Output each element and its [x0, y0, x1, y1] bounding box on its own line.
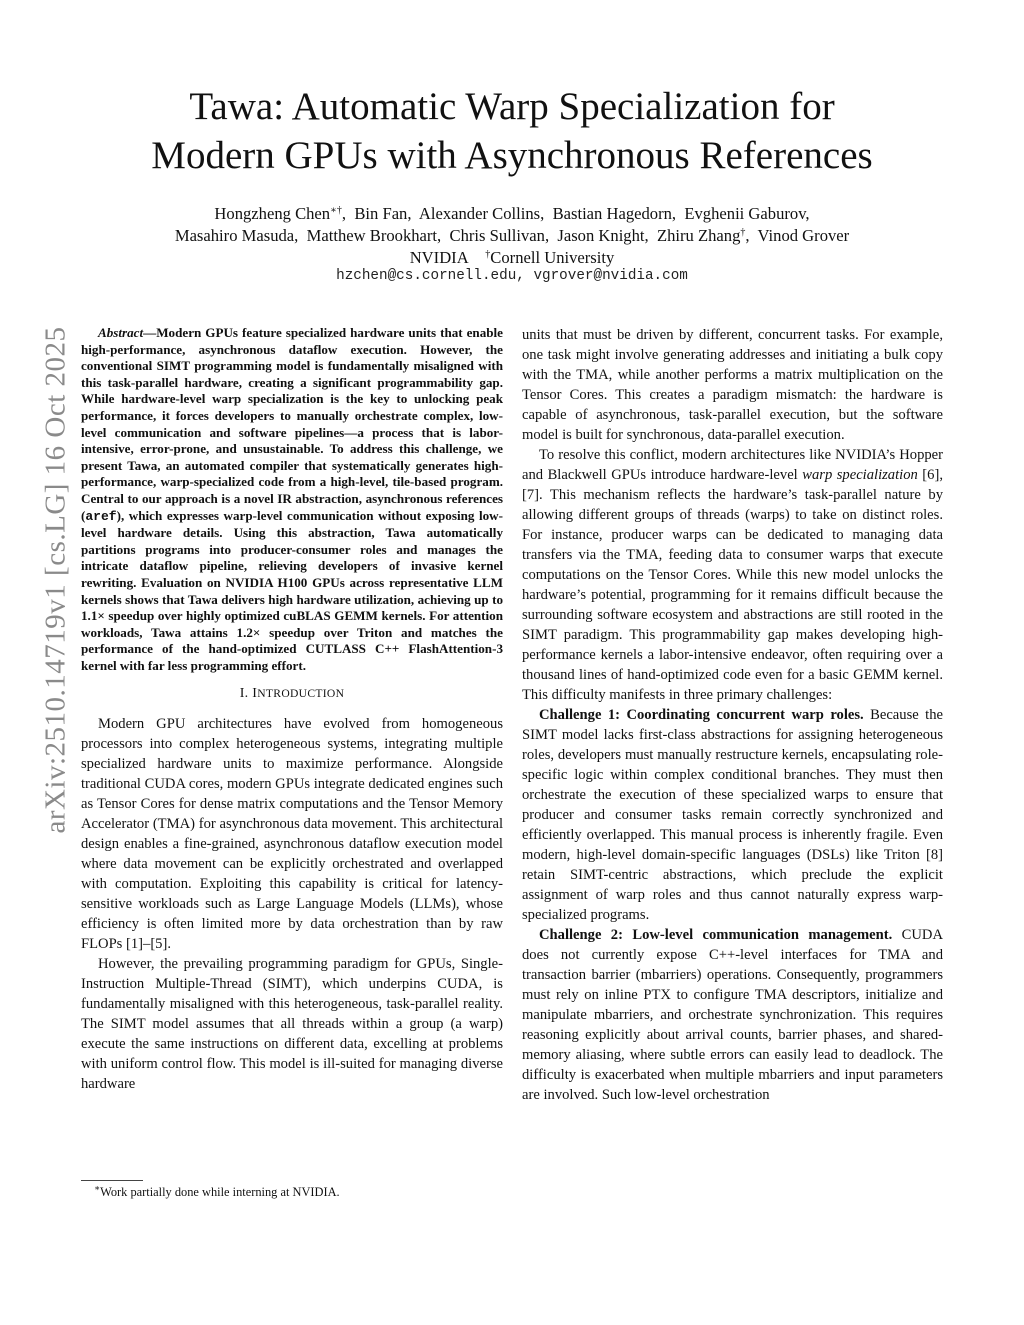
author-separator: ,: [671, 204, 685, 223]
author-block: [0, 203, 1024, 269]
intro-paragraph-4: [522, 445, 943, 705]
author-emails: hzchen@cs.cornell.edu, vgrover@nvidia.com: [336, 268, 688, 284]
author-name: Evghenii Gaburov: [684, 204, 806, 223]
author-separator: ,: [437, 226, 450, 245]
section-title-rest: NTRODUCTION: [257, 687, 345, 701]
abstract-text-part-2: ), which expresses warp-level communication without exposing low-level hardware details. Using this abstraction, Tawa automatically partitions programs into producer-consumer roles and manages the intricate dataflow pipeline, relieving developers of invasive kernel rewriting. Evaluation on NVIDIA H100 GPUs across representative LLM kernels shows that Tawa delivers high hardware utilization, achieving up to 1.1× speedup over highly optimized cuBLAS GEMM kernels. For attention workloads, Tawa attains 1.2× speedup over Triton and matches the performance of the hand-optimized CUTLASS C++ FlashAttention-3 kernel with far less programming effort.: [81, 507, 503, 673]
author-row-1: [0, 203, 1024, 225]
author-separator: ,: [805, 204, 810, 223]
section-heading-introduction: [81, 684, 503, 704]
author-name: Hongzheng Chen: [214, 204, 331, 223]
author-separator: ,: [294, 226, 307, 245]
challenge-1-heading: Challenge 1: Coordinating concurrent warp roles.: [539, 707, 864, 723]
affiliation-nvidia: NVIDIA: [409, 248, 469, 267]
paragraph-4-text-a: To resolve this conflict, modern architectures like NVIDIA’s Hopper and Blackwell GPUs introduce hardware-level: [522, 447, 943, 483]
challenge-2-paragraph: [522, 925, 943, 1105]
author-separator: ,: [544, 226, 558, 245]
paragraph-4-text-b: [6], [7]. This mechanism reflects the hardware’s task-parallel nature by allowing different groups of threads (warps) to take on distinct roles. For instance, producer warps can be dedicated to managing data transfers via the TMA, feeding data to consumer warps that execute computations on the Tensor Cores. While this new model unlocks the hardware’s potential, programming for it remains difficult because the surrounding software ecosystem and abstractions are still rooted in the SIMT paradigm. This programmability gap makes developing high-performance kernels a labor-intensive endeavor, often requiring over a thousand lines of hand-optimized code even for a basic GEMM kernel. This difficulty manifests in three primary challenges:: [522, 467, 943, 703]
abstract-label: Abstract: [98, 325, 144, 340]
author-name: Vinod Grover: [757, 226, 850, 245]
footnote-text: Work partially done while interning at NVIDIA.: [100, 1185, 340, 1199]
author-name: Chris Sullivan: [449, 226, 545, 245]
author-separator: ,: [407, 204, 419, 223]
section-number: I.: [239, 686, 253, 702]
term-warp-specialization: warp specialization: [802, 467, 918, 483]
paper-title: [0, 82, 1024, 180]
author-separator: ,: [644, 226, 657, 245]
author-row-2: [0, 225, 1024, 247]
abstract: [81, 325, 503, 674]
section-title-initial: I: [252, 686, 258, 702]
challenge-1-paragraph: [522, 705, 943, 925]
challenge-2-heading: Challenge 2: Low-level communication management.: [539, 927, 893, 943]
challenge-2-text: CUDA does not currently expose C++-level interfaces for TMA and transaction barrier (mbarriers) operations. Consequently, programmers must rely on inline PTX to configure TMA descriptors, initialize and manipulate mbarriers, and orchestrate synchronization. This requires reasoning explicitly about arrival counts, barrier phases, and shared-memory aliasing, where subtle errors can easily lead to deadlock. The difficulty is exacerbated when multiple mbarriers and input parameters are involved. Such low-level orchestration: [522, 927, 943, 1103]
right-column: [522, 325, 943, 1105]
affiliation-cornell: Cornell University: [490, 248, 615, 267]
author-name: Bin Fan: [354, 204, 408, 223]
author-name: Masahiro Masuda: [174, 226, 295, 245]
intro-paragraph-1: Modern GPU architectures have evolved from homogeneous processors into complex heterogeneous systems, integrating multiple specialized hardware units to maximize performance. Alongside traditional CUDA cores, modern GPUs integrate dedicated engines such as Tensor Cores for dense matrix computations and the Tensor Memory Accelerator (TMA) for asynchronous data movement. This architectural design enables a fine-grained, asynchronous dataflow execution model where data movement can be explicitly orchestrated and overlapped with computation. Exploiting this capability is critical for latency-sensitive workloads such as Large Language Models (LLMs), whose efficiency is often limited more by data orchestration than by raw FLOPs [1]–[5].: [81, 716, 503, 953]
abstract-code-aref: aref: [85, 508, 117, 524]
author-name: Jason Knight: [557, 226, 645, 245]
author-name: Alexander Collins: [418, 204, 541, 223]
left-column: [81, 325, 503, 1094]
challenge-1-text: Because the SIMT model lacks first-class abstractions for assigning heterogeneous roles, developers must manually restructure kernels, encapsulating role-specific logic within complex conditional branches. They must then orchestrate the execution of these specialized warps to ensure that producer and consumer tasks remain correctly synchronized and efficiently overlapped. This manual process is inherently fragile. Even modern, high-level domain-specific languages (DSLs) like Triton [8] retain SIMT-centric abstractions, which preclude the explicit assignment of warp roles and thus cannot naturally express warp-specialized programs.: [522, 707, 943, 923]
author-separator: ,: [341, 204, 355, 223]
author-affiliation-mark: ∗†: [330, 205, 342, 216]
abstract-text-part-1: —Modern GPUs feature specialized hardware units that enable high-performance, asynchronous dataflow execution. However, the conventional SIMT programming model is fundamentally misaligned with this task-parallel hardware, creating a significant programmability gap. While hardware-level warp specialization is the key to unlocking peak performance, it forces developers to manually orchestrate complex, low-level communication and software pipelines—a process that is labor-intensive, error-prone, and unsustainable. To address this challenge, we present Tawa, an automated compiler that systematically generates high-performance, warp-specialized code from a high-level, tile-based program. Central to our approach is a novel IR abstraction, asynchronous references (: [81, 325, 503, 523]
arxiv-identifier-text: arXiv:2510.14719v1 [cs.LG] 16 Oct 2025: [39, 326, 72, 834]
intro-paragraph-3: units that must be driven by different, concurrent tasks. For example, one task might involve generating addresses and initiating a bulk copy with the TMA, while another performs a matrix multiplication on the Tensor Cores. This creates a paradigm mismatch: the hardware is capable of asynchronous, task-parallel execution, but the software model is built for synchronous, data-parallel execution.: [522, 327, 943, 443]
paper-title-line-1: Tawa: Automatic Warp Specialization for: [189, 85, 835, 128]
author-affiliation-mark: †: [740, 227, 746, 238]
footnote-divider: [81, 1180, 143, 1181]
intro-paragraph-2: However, the prevailing programming paradigm for GPUs, Single-Instruction Multiple-Thread (SIMT), which underpins CUDA, is fundamentally misaligned with this heterogeneous, task-parallel reality. The SIMT model assumes that all threads within a group (a warp) execute the same instructions on different data, excelling at problems with uniform control flow. This model is ill-suited for managing diverse hardware: [81, 956, 503, 1093]
footnote-mark: ∗: [94, 1183, 101, 1193]
paper-title-line-2: Modern GPUs with Asynchronous References: [151, 134, 873, 177]
author-name: Zhiru Zhang: [656, 226, 741, 245]
author-name: Bastian Hagedorn: [552, 204, 672, 223]
affiliation-row: [0, 247, 1024, 269]
author-separator: ,: [540, 204, 553, 223]
footnote: [94, 1185, 340, 1200]
author-name: Matthew Brookhart: [306, 226, 438, 245]
author-separator: ,: [745, 226, 758, 245]
affiliation-mark: †: [485, 249, 491, 260]
